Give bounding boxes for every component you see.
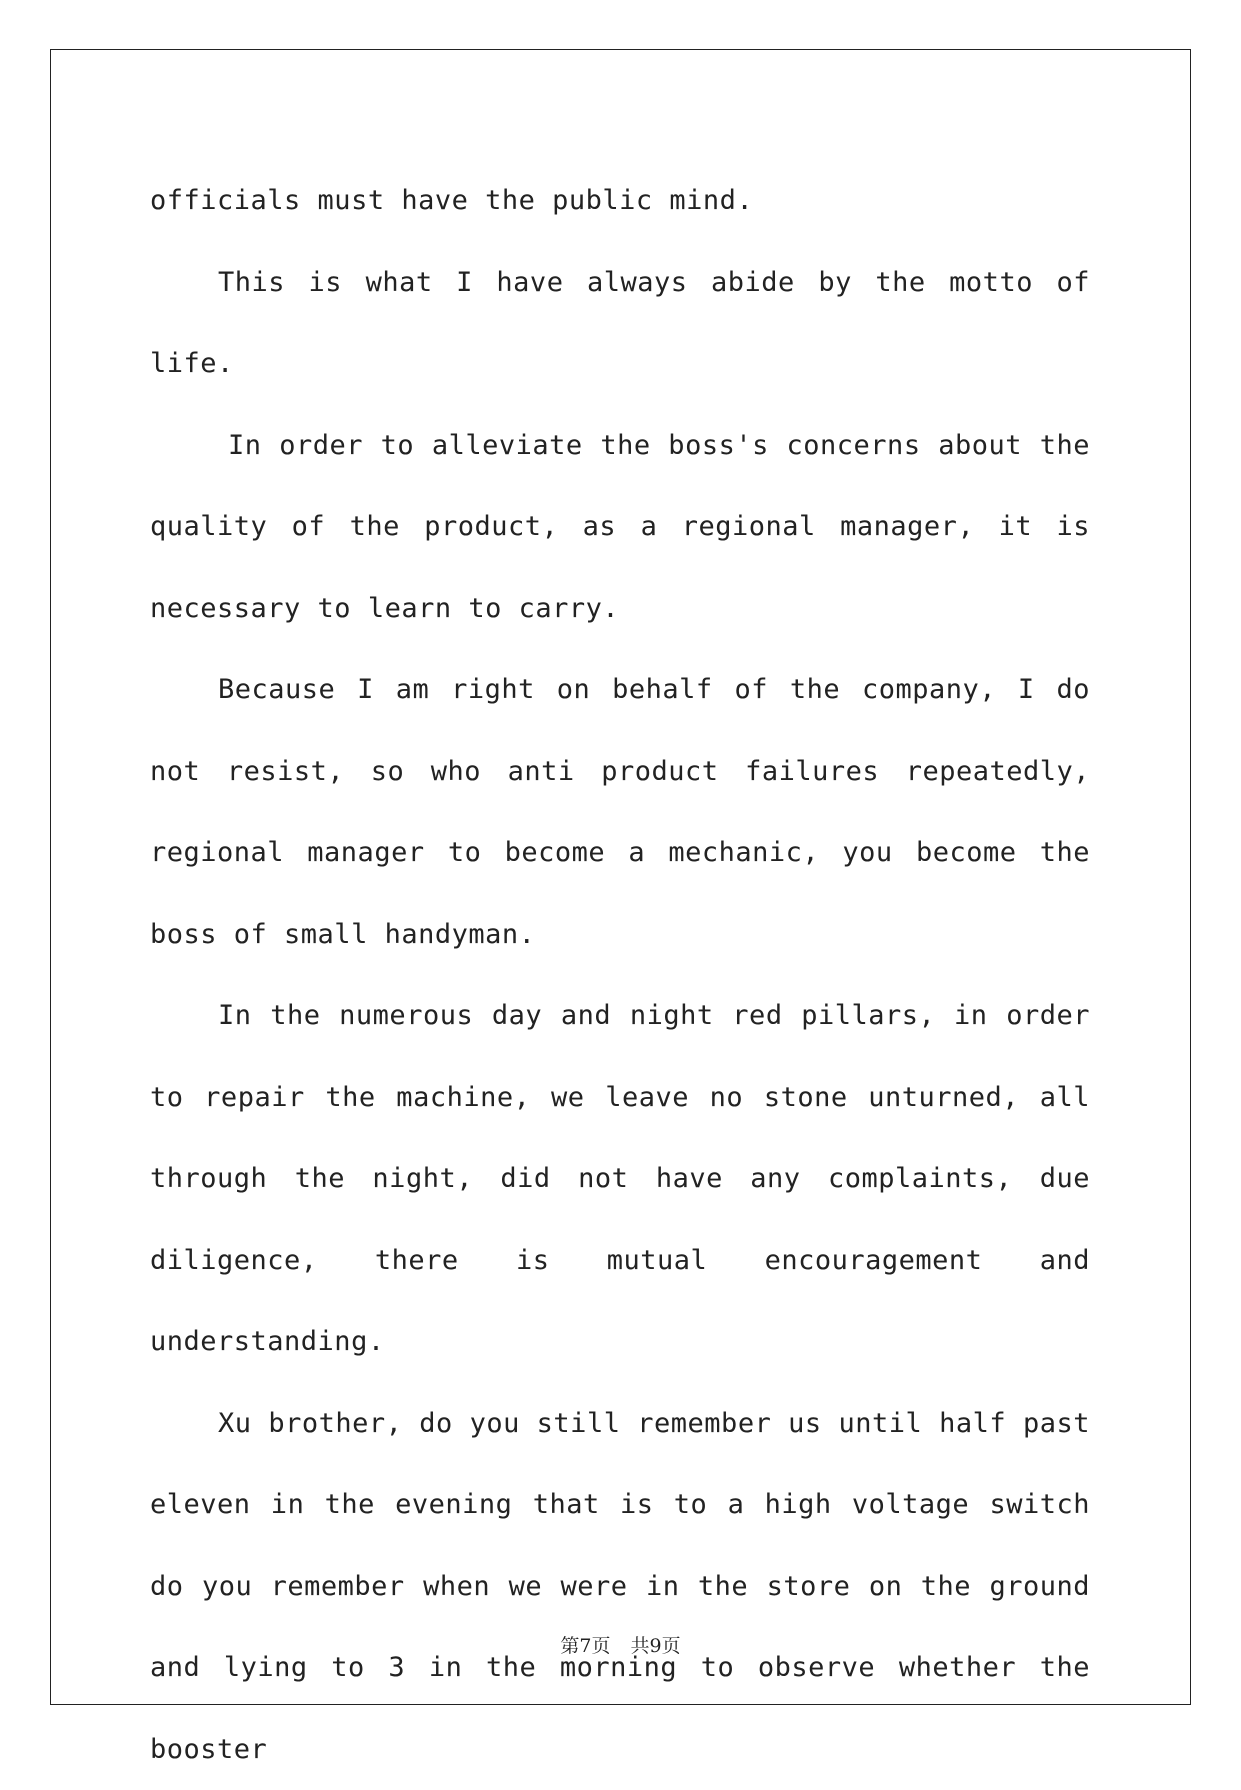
page-footer [0, 1631, 1241, 1658]
document-body [150, 160, 1090, 1790]
paragraph-continuation: officials must have the public mind. [150, 160, 1090, 242]
paragraph-company: Because I am right on behalf of the company, I do not resist, so who anti product failures repeatedly, regional manager to become a mechanic, you become the boss of small handyman. [150, 649, 1090, 975]
paragraph-xu-brother: Xu brother, do you still remember us until half past eleven in the evening that is to a high voltage switch do you remember when we were in the store on the ground and lying to 3 in the morning to observe whether the booster [150, 1383, 1090, 1790]
paragraph-quality: In order to alleviate the boss's concerns about the quality of the product, as a regional manager, it is necessary to learn to carry. [150, 405, 1090, 650]
paragraph-motto: This is what I have always abide by the motto of life. [150, 242, 1090, 405]
paragraph-repair: In the numerous day and night red pillars, in order to repair the machine, we leave no stone unturned, all through the night, did not have any complaints, due diligence, there is mutual encouragement and understanding. [150, 975, 1090, 1383]
page-number: 第7页 [560, 1631, 610, 1658]
page-total: 共9页 [631, 1631, 681, 1658]
